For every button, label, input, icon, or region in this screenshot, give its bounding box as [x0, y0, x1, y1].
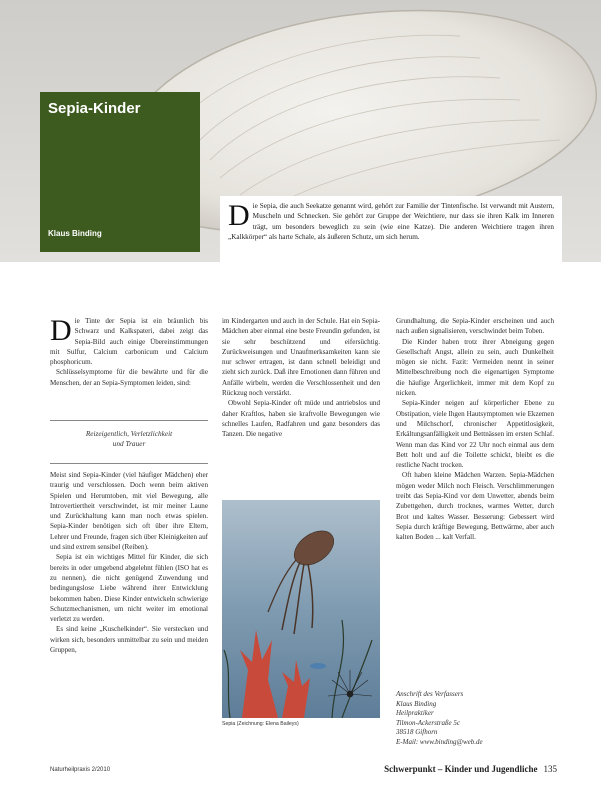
address-heading: Anschrift des Verfassers — [396, 690, 464, 698]
col3-paragraph: Oft haben kleine Mädchen Warzen. Sepia-Mädchen mögen weder Milch noch Fleisch. Verschlimmerungen treibt das Sepia-Kind vor dem Unwetter, abends beim Zubettgehen, durch trocknes, warmes Wetter, durch Brot und kaltes Wasser. Besserung: Gebessert wird Sepia durch kräftige Bewegung, Bettwärme, aber auch kalten Boden ... kalt Verfall. — [396, 471, 554, 542]
author-name: Klaus Binding — [48, 229, 102, 238]
col1b-paragraph: Sepia ist ein wichtiges Mittel für Kinder, die sich bereits in oder umgebend abgelehnt fühlen (ISO hat es zu nennen), die nicht genügend Zuwendung und bedingungslose Liebe während ihrer Entwicklung bekommen haben. Diese Kinder entwickeln schwierige Schutzmechanismen, um nicht weiter im emotional verletzt zu werden. — [50, 553, 208, 624]
quote-line-1: Reizeigentlich, Verletzlichkeit — [85, 429, 173, 438]
footer-journal: Naturheilpraxis 2/2010 — [50, 767, 111, 773]
column-1-continued — [50, 470, 208, 655]
column-2 — [222, 316, 380, 440]
author-address — [396, 690, 554, 748]
quote-line-2: und Trauer — [112, 439, 146, 448]
intro-dropcap: D — [228, 199, 250, 232]
address-line: Heilpraktiker — [396, 709, 434, 718]
sepia-illustration — [222, 500, 380, 718]
sepia-drawing — [222, 500, 380, 718]
title-block — [40, 92, 200, 252]
col1-dropcap: D — [50, 314, 72, 347]
footer-section-title: Schwerpunkt – Kinder und Jugendliche — [384, 764, 538, 774]
pull-quote — [50, 420, 208, 464]
illustration-caption: Sepia (Zeichnung: Elena Baileys) — [222, 721, 299, 727]
column-3 — [396, 316, 554, 543]
col3-paragraph: Sepia-Kinder neigen auf körperlicher Ebene zu Obstipation, viele Ihgen Hautsymptomen wie Ekzemen und Milchschorf, chronischer Appetitlosigkeit, Erkältungsanfälligkeit und Bettnässen im ersten Schlaf. Wenn man das Kind vor 22 Uhr noch einmal aus dem Bett holt und auf die Toilette schickt, bleibt es die restliche Nacht trocken. — [396, 399, 554, 470]
col2-paragraph: Obwohl Sepia-Kinder oft müde und antriebslos und daher Kraftlos, haben sie kraftvolle Bewegungen wie schnelles Laufen, Radfahren und ganz besonders das Tanzen. Die negative — [222, 399, 380, 439]
col1b-paragraph: Es sind keine „Kuschelkinder“. Sie verstecken und wirken sich, besonders unmittelbar zu sein und meiden Gruppen, — [50, 625, 208, 655]
col1-paragraph — [50, 316, 208, 367]
address-email[interactable]: E-Mail: www.binding@web.de — [396, 737, 483, 746]
col1b-paragraph: Meist sind Sepia-Kinder (viel häufiger Mädchen) eher traurig und verschlossen. Doch wenn beim aktiven Spielen und Herumtoben, mit viel Bewegung, alle Introvertiertheit verschwindet, ist mir meiner Laune und Zurückhaltung kann man noch etwas spielen. Sepia-Kinder benötigen sich oft über ihre Eltern, Lehrer und Freunde, fragen sich über Kleinigkeiten auf und sind extrem sensibel (Reiben). — [50, 471, 208, 552]
intro-box — [220, 196, 562, 262]
page-title: Sepia-Kinder — [48, 100, 141, 117]
col1-paragraph-text: ie Tinte der Sepia ist ein bräunlich bis Schwarz und Kalkspateri, dabei zeigt das Sepia-Bild auch einige Übereinstimmungen mit Sulfur, Calcium carbonicum und Calcium phosphoricum. — [50, 317, 208, 367]
footer-section — [384, 764, 557, 774]
address-line: Tilmon-Ackerstraße 5c — [396, 718, 460, 727]
address-line: 38518 Gifhorn — [396, 728, 438, 737]
page-number: 135 — [543, 764, 557, 774]
col3-paragraph: Die Kinder haben trotz ihrer Abneigung gegen Gesellschaft Angst, allein zu sein, auch Dunkelheit mögen sie nicht. Fazit: Vermeiden nennt in seiner Mittelbeschreibung noch die eigenartigen Symptome die häufige Ärgerlichkeit, immer mit dem Kopf zu nicken. — [396, 337, 554, 398]
col3-paragraph: Grundhaltung, die Sepia-Kinder erscheinen und auch nach außen signalisieren, verschwindet beim Toben. — [396, 317, 554, 336]
address-line: Klaus Binding — [396, 699, 437, 708]
column-1 — [50, 316, 208, 388]
intro-text: ie Sepia, die auch Seekatze genannt wird, gehört zur Familie der Tintenfische. Ist verwandt mit Austern, Muscheln und Schnecken. Sie gehört zur Gruppe der Weichtiere, nur dass sie ihren Kalk im Inneren trägt, um besonders beweglich zu sein (wie eine Katze). Die anderen Weichtiere tragen ihren „Kalkkörper“ als harte Schale, als äußeren Schutz, um sich herum. — [228, 202, 554, 242]
col1-paragraph: Schlüsselsymptome für die bewährte und für die Menschen, der an Sepia-Symptomen leiden, sind: — [50, 368, 208, 387]
col2-paragraph: im Kindergarten und auch in der Schule. Hat ein Sepia-Mädchen aber einmal eine beste Freundin gefunden, ist sie sehr beschützend und eifersüchtig. Zurückweisungen und Unaufmerksamkeiten kann sie nur schwer ertragen, ist dann schnell beleidigt und zieht sich zurück. Daß ihre Emotionen dann führen und Anfälle wirbeln, werden die Verschlossenheit und den Rückzug noch verstärkt. — [222, 317, 380, 398]
